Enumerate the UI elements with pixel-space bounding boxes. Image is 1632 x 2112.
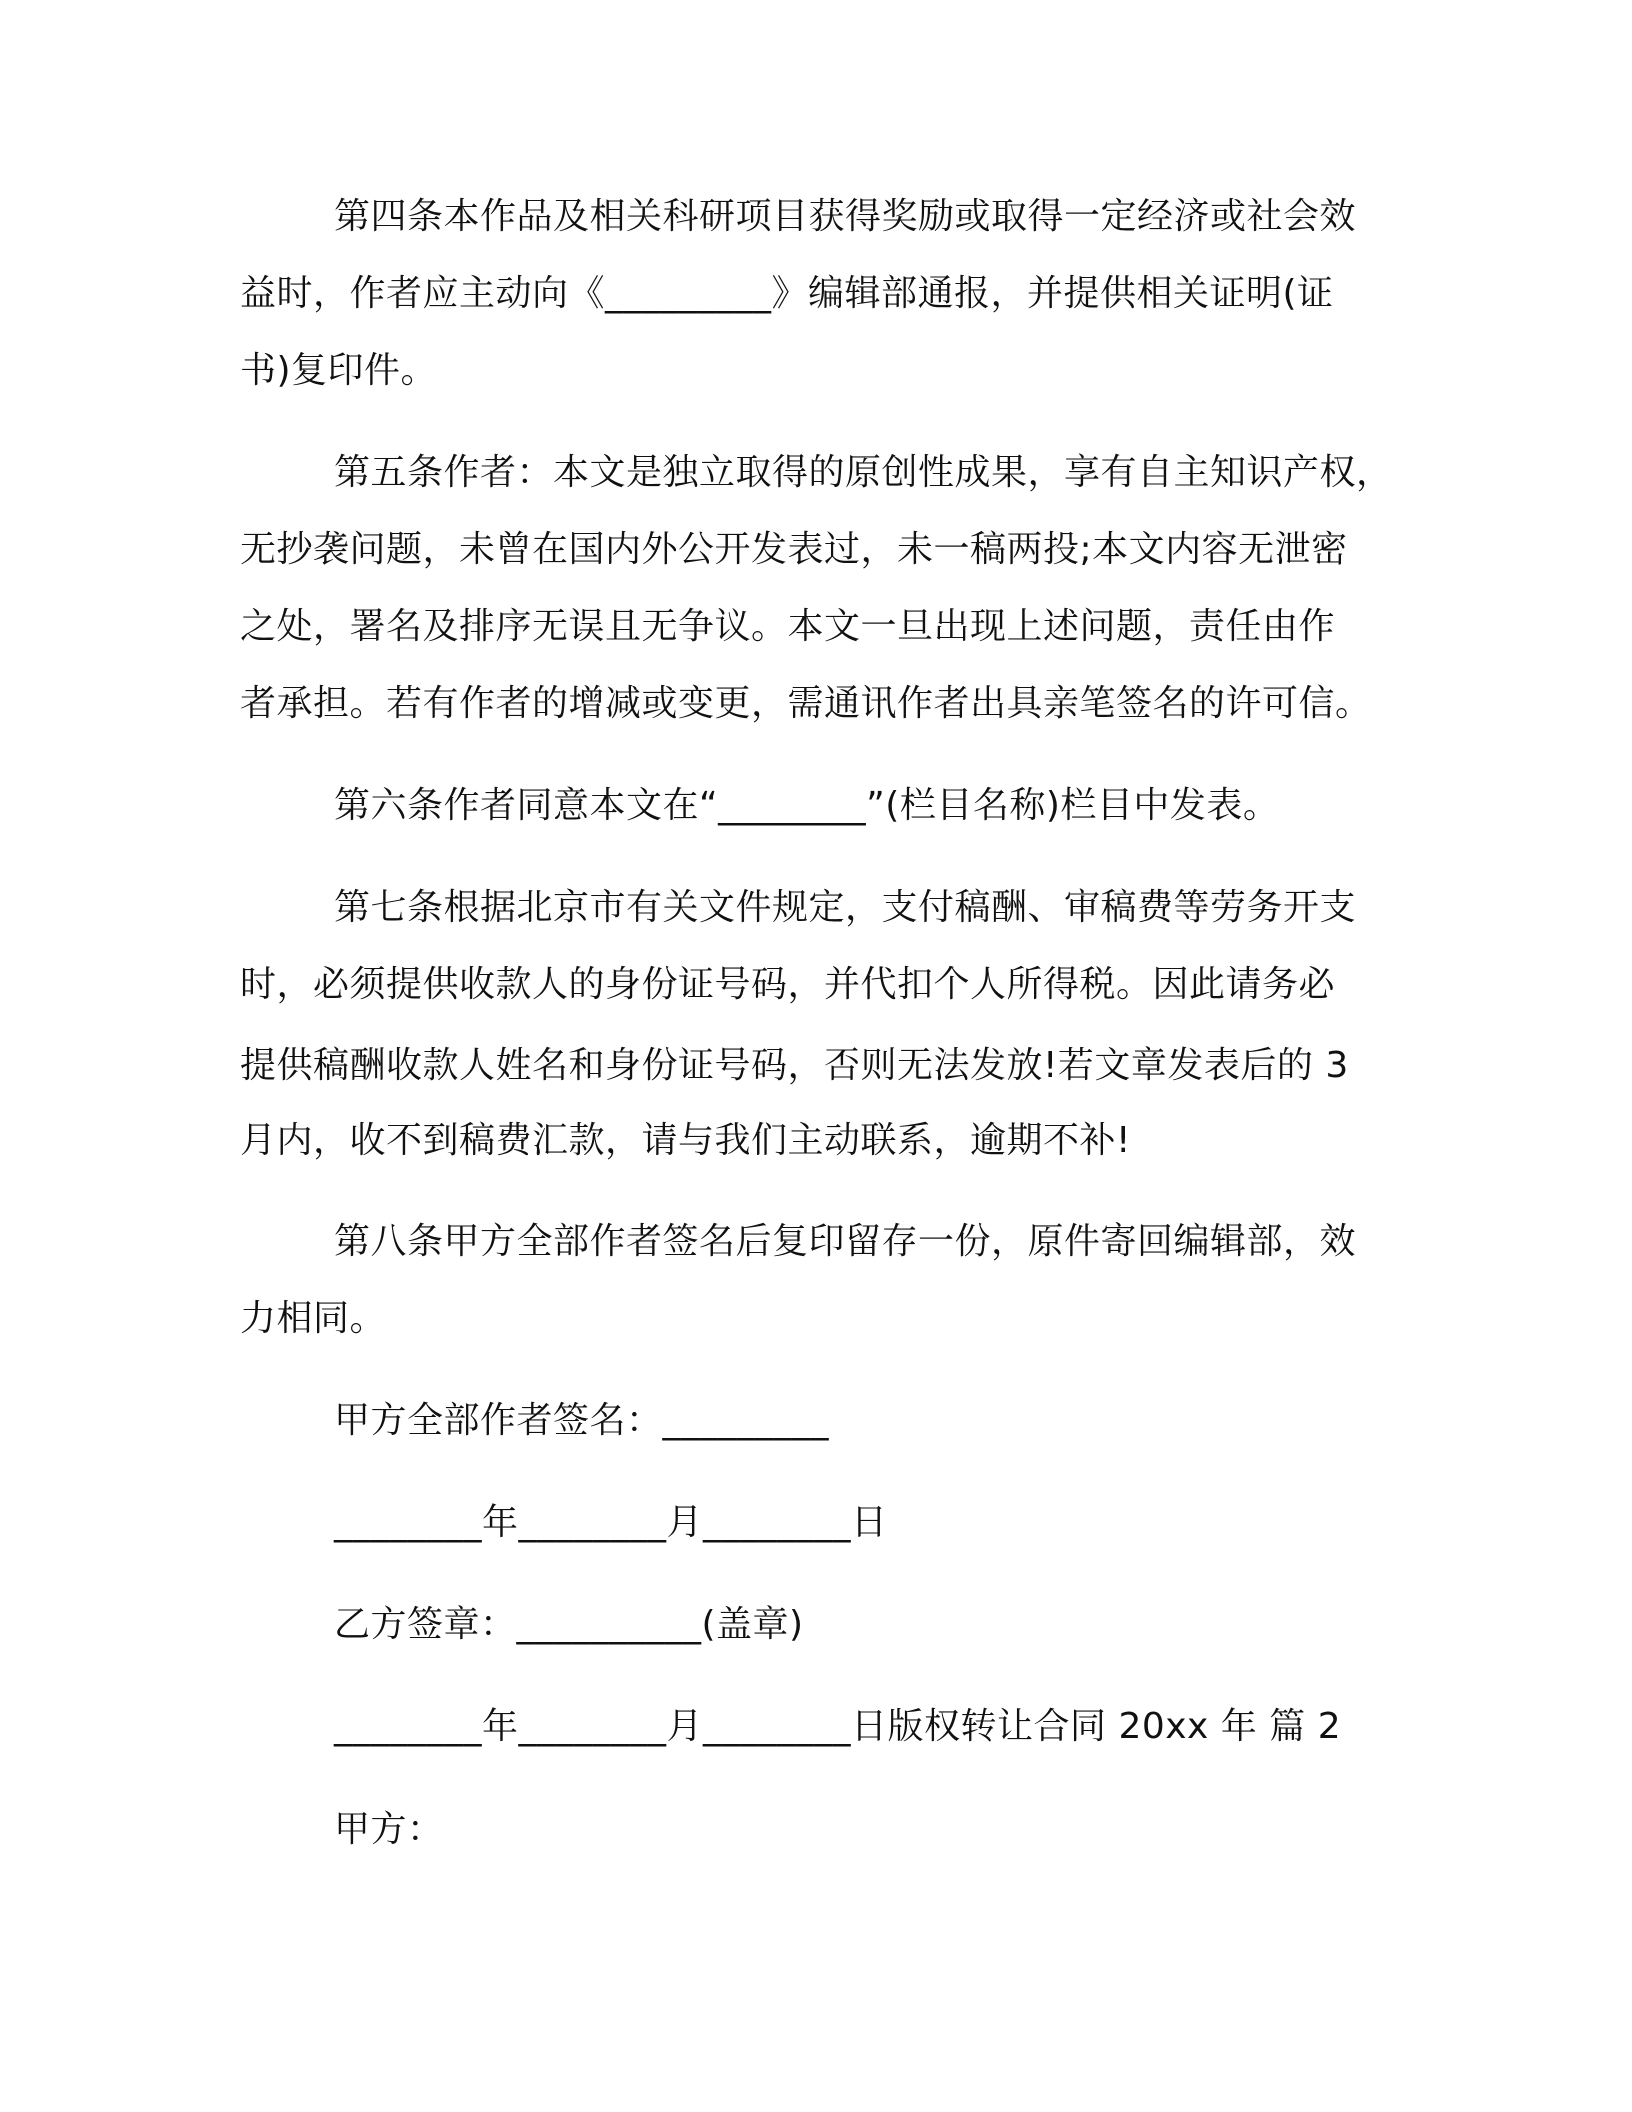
article-6-line-1: 第六条作者同意本文在“________”(栏目名称)栏目中发表。 xyxy=(334,785,1280,826)
article-4-line-2: 益时，作者应主动向《_________》编辑部通报，并提供相关证明(证 xyxy=(240,273,1334,314)
party-a-date-line: ________年________月________日 xyxy=(334,1502,888,1543)
article-7-line-2: 时，必须提供收款人的身份证号码，并代扣个人所得税。因此请务必 xyxy=(240,964,1336,1005)
article-7-line-3: 提供稿酬收款人姓名和身份证号码，否则无法发放!若文章发表后的 3 xyxy=(240,1045,1349,1086)
article-4-line-1: 第四条本作品及相关科研项目获得奖励或取得一定经济或社会效 xyxy=(334,196,1357,237)
article-5-line-2: 无抄袭问题，未曾在国内外公开发表过，未一稿两投;本文内容无泄密 xyxy=(240,529,1348,570)
article-4-line-3: 书)复印件。 xyxy=(240,350,438,391)
party-a-signature-line: 甲方全部作者签名：_________ xyxy=(334,1400,830,1441)
article-7-line-1: 第七条根据北京市有关文件规定，支付稿酬、审稿费等劳务开支 xyxy=(334,887,1357,928)
party-b-seal-line: 乙方签章：__________(盖章) xyxy=(334,1604,804,1645)
party-a-heading: 甲方： xyxy=(334,1809,444,1850)
article-7-line-4: 月内，收不到稿费汇款，请与我们主动联系，逾期不补! xyxy=(240,1120,1131,1161)
article-5-line-1: 第五条作者：本文是独立取得的原创性成果，享有自主知识产权， xyxy=(334,452,1393,493)
article-5-line-3: 之处，署名及排序无误且无争议。本文一旦出现上述问题，责任由作 xyxy=(240,606,1336,647)
party-b-date-and-next-title-line: ________年________月________日版权转让合同 20xx 年 篇 2 xyxy=(334,1706,1342,1747)
article-5-line-4: 者承担。若有作者的增减或变更，需通讯作者出具亲笔签名的许可信。 xyxy=(240,683,1372,724)
article-8-line-1: 第八条甲方全部作者签名后复印留存一份，原件寄回编辑部，效 xyxy=(334,1221,1357,1262)
article-8-line-2: 力相同。 xyxy=(240,1298,387,1339)
